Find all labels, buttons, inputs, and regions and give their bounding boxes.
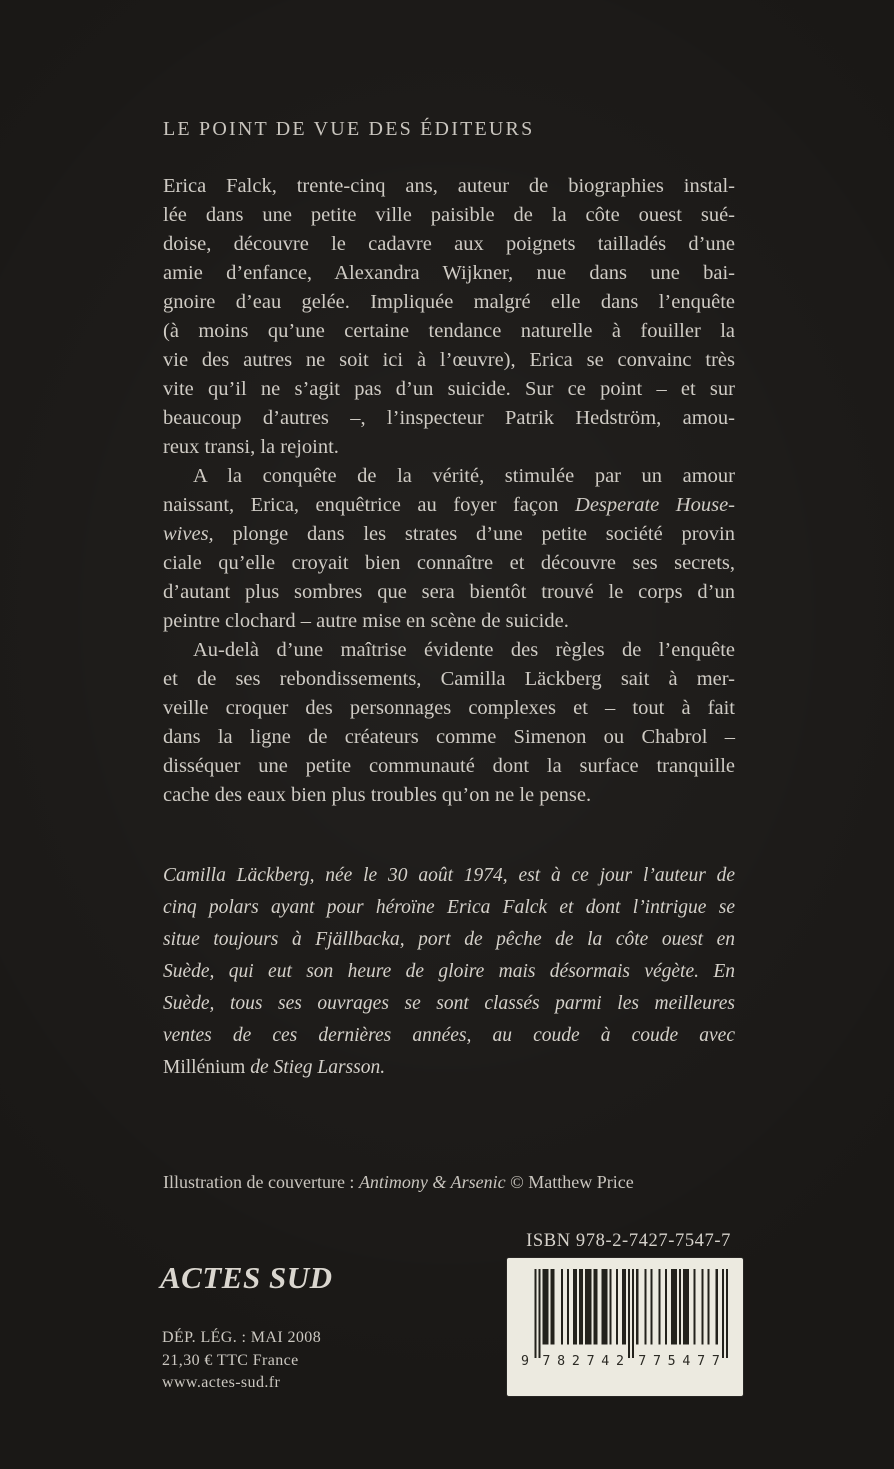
price-text: 21,30 € TTC France xyxy=(162,1351,299,1369)
text-line: et de ses rebondissements, Camilla Läckberg sait à mer- xyxy=(163,668,735,690)
text-line: lée dans une petite ville paisible de la côte ouest sué- xyxy=(163,204,735,226)
publisher-series-heading: LE POINT DE VUE DES ÉDITEURS xyxy=(163,118,535,140)
svg-text:775477: 775477 xyxy=(638,1353,720,1368)
text-line: Millénium de Stieg Larsson. xyxy=(163,1057,386,1078)
text-line: Au-delà d’une maîtrise évidente des règles de l’enquête xyxy=(193,639,735,661)
author-bio xyxy=(163,860,735,1084)
text-line: (à moins qu’une certaine tendance naturelle à fouiller la xyxy=(163,320,735,342)
publisher-logo: ACTES SUD xyxy=(160,1260,333,1295)
text-line: Camilla Läckberg, née le 30 août 1974, est à ce jour l’auteur de xyxy=(163,865,735,886)
text-line: cinq polars ayant pour héroïne Erica Falck et dont l’intrigue se xyxy=(163,897,735,918)
svg-text:782742: 782742 xyxy=(542,1353,624,1368)
text-line: beaucoup d’autres –, l’inspecteur Patrik Hedström, amou- xyxy=(163,407,735,429)
text-line: disséquer une petite communauté dont la surface tranquille xyxy=(163,755,735,777)
cover-illustration-credit: Illustration de couverture : Antimony & Arsenic © Matthew Price xyxy=(163,1172,634,1192)
text-line: ciale qu’elle croyait bien connaître et découvre ses secrets, xyxy=(163,552,735,574)
text-line: Erica Falck, trente-cinq ans, auteur de biographies instal- xyxy=(163,175,735,197)
text-line: gnoire d’eau gelée. Impliquée malgré elle dans l’enquête xyxy=(163,291,735,313)
text-line: naissant, Erica, enquêtrice au foyer façon Desperate House- xyxy=(163,494,735,516)
text-line: dans la ligne de créateurs comme Simenon ou Chabrol – xyxy=(163,726,735,748)
text-line: vie des autres ne soit ici à l’œuvre), Erica se convainc très xyxy=(163,349,735,371)
text-line: veille croquer des personnages complexes et – tout à fait xyxy=(163,697,735,719)
barcode-bars xyxy=(520,1266,730,1368)
text-line: peintre clochard – autre mise en scène de suicide. xyxy=(163,610,569,632)
synopsis xyxy=(163,172,735,810)
synopsis-paragraph-1 xyxy=(163,172,735,462)
text-line: amie d’enfance, Alexandra Wijkner, nue dans une bai- xyxy=(163,262,735,284)
synopsis-paragraph-2 xyxy=(163,462,735,636)
text-line: ventes de ces dernières années, au coude à coude avec xyxy=(163,1025,735,1046)
text-line: Suède, tous ses ouvrages se sont classés parmi les meilleures xyxy=(163,993,735,1014)
text-line: Suède, qui eut son heure de gloire mais désormais végète. En xyxy=(163,961,735,982)
barcode xyxy=(507,1258,743,1396)
text-line: reux transi, la rejoint. xyxy=(163,436,339,458)
text-line: doise, découvre le cadavre aux poignets tailladés d’une xyxy=(163,233,735,255)
legal-deposit-date: DÉP. LÉG. : MAI 2008 xyxy=(162,1329,322,1346)
text-line: A la conquête de la vérité, stimulée par un amour xyxy=(193,465,735,487)
text-line: d’autant plus sombres que sera bientôt trouvé le corps d’un xyxy=(163,581,735,603)
svg-text:9: 9 xyxy=(521,1353,530,1368)
text-line: vite qu’il ne s’agit pas d’un suicide. Sur ce point – et sur xyxy=(163,378,735,400)
website-url: www.actes-sud.fr xyxy=(162,1374,281,1391)
synopsis-paragraph-3 xyxy=(163,636,735,810)
isbn-text: ISBN 978-2-7427-7547-7 xyxy=(526,1231,731,1251)
text-line: situe toujours à Fjällbacka, port de pêche de la côte ouest en xyxy=(163,929,735,950)
legal-info xyxy=(162,1327,321,1395)
text-line: wives, plonge dans les strates d’une petite société provin xyxy=(163,523,735,545)
text-line: cache des eaux bien plus troubles qu’on ne le pense. xyxy=(163,784,592,806)
